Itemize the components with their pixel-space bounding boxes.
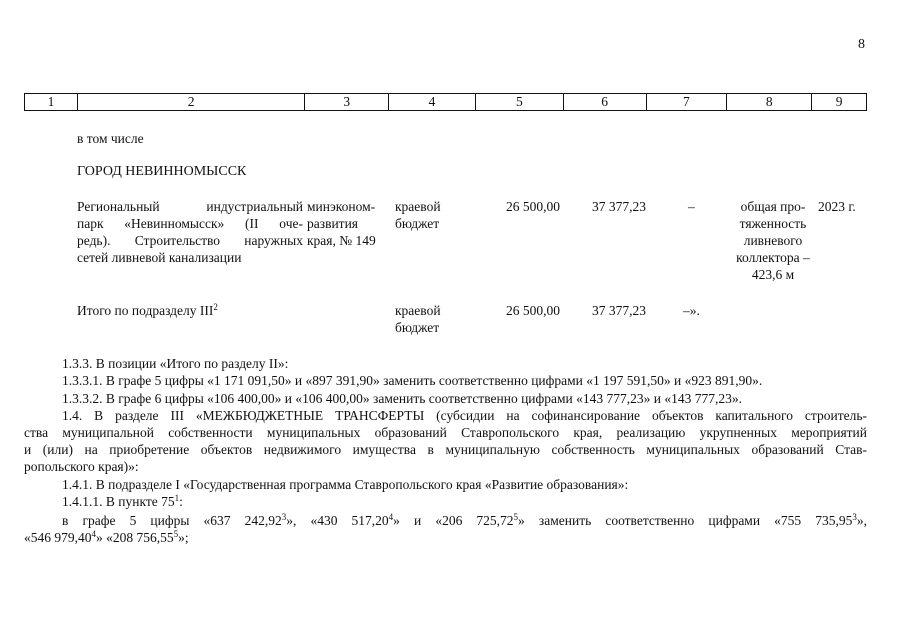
table-header-row — [24, 93, 867, 111]
header-cell: 4 — [389, 94, 476, 110]
row1-col8-line: ливневого — [743, 233, 803, 248]
row1-col9-year: 2023 г. — [818, 199, 856, 214]
row1-col5-value: 26 500,00 — [506, 199, 560, 214]
row1-col3-line: развития — [307, 216, 359, 231]
header-cell: 8 — [727, 94, 812, 110]
total-source — [395, 302, 475, 336]
paragraph-replacement — [24, 512, 867, 546]
row1-result — [727, 198, 819, 283]
p7-sup: 4 — [388, 512, 394, 522]
replacement-line-1 — [24, 512, 867, 529]
city-heading: ГОРОД НЕВИННОМЫССК — [77, 164, 247, 179]
p7-a: в графе 5 цифры «637 242,92 — [62, 513, 282, 528]
paragraph-1-4 — [24, 407, 867, 475]
total-label-text: Итого по подразделу III — [77, 303, 214, 318]
p6-text: 1.4.1.1. В пункте 75 — [62, 494, 175, 509]
p7-sup: 5 — [173, 529, 179, 539]
paragraph-1-3-3-2: 1.3.3.2. В графе 6 цифры «106 400,00» и «106 400,00» заменить соответственно цифрами «143 777,23» и «143 777,23». — [62, 391, 743, 406]
paragraph-1-3-3-1: 1.3.3.1. В графе 5 цифры «1 171 091,50» и «897 391,90» заменить соответственно цифрами «1 197 591,50» и «923 891,90». — [62, 373, 763, 388]
paragraph-1-4-1-1 — [62, 493, 183, 510]
p7-b: », «430 517,20 — [286, 513, 389, 528]
header-cell: 3 — [305, 94, 389, 110]
row1-col2-line: сетей ливневой канализации — [77, 250, 242, 265]
p7-g: » «208 756,55 — [96, 530, 174, 545]
p7-c: » и «206 725,72 — [393, 513, 514, 528]
header-cell: 6 — [564, 94, 647, 110]
row1-col4-line: бюджет — [395, 216, 440, 231]
total-col4-line: бюджет — [395, 320, 440, 335]
p7-sup: 4 — [91, 529, 96, 539]
page-number: 8 — [858, 37, 865, 52]
p7-h: »; — [178, 530, 189, 545]
header-cell: 5 — [476, 94, 564, 110]
p7-e: », — [856, 513, 868, 528]
paragraph-line: ства муниципальной собственности муниципальных образований Ставропольского края, реализацию укрупненных мероприятий — [24, 425, 867, 440]
including-label: в том числе — [77, 131, 144, 146]
row1-col2-line: Региональный индустриальный — [77, 199, 303, 214]
replacement-line-2 — [24, 529, 867, 546]
header-cell: 1 — [25, 94, 78, 110]
row1-source — [395, 198, 475, 232]
p7-f: «546 979,40 — [24, 530, 92, 545]
row1-col8-line: коллектора – — [736, 250, 810, 265]
row1-col8-line: общая про- — [740, 199, 806, 214]
total-col5-value: 26 500,00 — [506, 303, 560, 318]
p7-sup: 5 — [513, 512, 519, 522]
row1-col8-line: 423,6 м — [751, 267, 795, 282]
p6-tail: : — [179, 494, 183, 509]
total-col4-line: краевой — [395, 303, 441, 318]
row1-col7-value: – — [688, 199, 695, 214]
header-cell: 9 — [835, 94, 843, 109]
p7-sup: 3 — [852, 512, 857, 522]
paragraph-line: ропольского края)»: — [24, 459, 139, 474]
paragraph-1-3-3: 1.3.3. В позиции «Итого по разделу II»: — [62, 356, 289, 371]
header-cell: 7 — [647, 94, 728, 110]
total-row-label — [77, 302, 218, 319]
paragraph-line: 1.4. В разделе III «МЕЖБЮДЖЕТНЫЕ ТРАНСФЕРТЫ (субсидии на софинансирование объектов капитального строитель- — [62, 408, 867, 423]
row1-col2-line: редь). Строительство наружных — [77, 233, 303, 248]
paragraph-1-4-1: 1.4.1. В подразделе I «Государственная программа Ставропольского края «Развитие образования»: — [62, 477, 629, 492]
row1-col3-line: края, № 149 — [307, 233, 376, 248]
total-label-sup: 2 — [213, 302, 218, 312]
row1-col3-line: минэконом- — [307, 199, 376, 214]
p6-sup: 1 — [174, 493, 180, 503]
row1-customer — [307, 198, 387, 249]
row1-col8-line: тяженность — [739, 216, 807, 231]
paragraph-line: и (или) на приобретение объектов недвижимого имущества в муниципальную собственность муниципальных образований Став- — [24, 442, 867, 457]
total-col6-value: 37 377,23 — [592, 303, 646, 318]
total-col7-value: –». — [683, 303, 700, 318]
row1-col2-line: парк «Невинномысск» (II оче- — [77, 216, 303, 231]
header-cell: 2 — [78, 94, 305, 110]
row1-object-name — [77, 198, 303, 266]
row1-col6-value: 37 377,23 — [592, 199, 646, 214]
row1-col4-line: краевой — [395, 199, 441, 214]
p7-sup: 3 — [281, 512, 287, 522]
p7-d: » заменить соответственно цифрами «755 735,95 — [518, 513, 853, 528]
